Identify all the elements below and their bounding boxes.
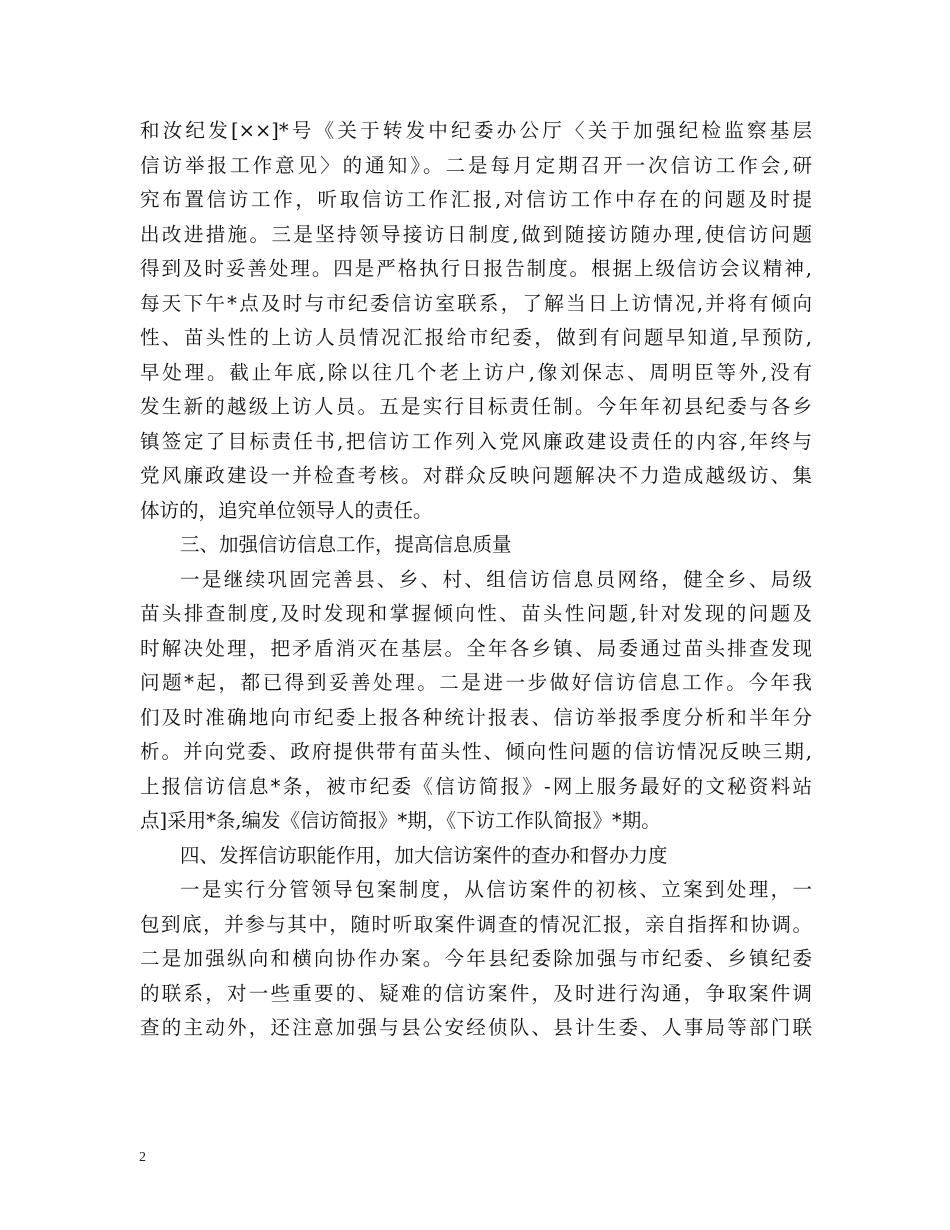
text-line: 究布置信访工作，听取信访工作汇报,对信访工作中存在的问题及时提 <box>140 188 812 211</box>
text-line: 们及时准确地向市纪委上报各种统计报表、信访举报季度分析和半年分 <box>140 705 812 729</box>
text-line: 党风廉政建设一并检查考核。对群众反映问题解决不力造成越级访、集 <box>140 464 812 487</box>
text-line: 的联系，对一些重要的、疑难的信访案件，及时进行沟通，争取案件调 <box>140 981 812 1005</box>
text-line: 时解决处理，把矛盾消灭在基层。全年各乡镇、局委通过苗头排查发现 <box>140 636 812 660</box>
paragraph-first-line: 一是继续巩固完善县、乡、村、组信访信息员网络，健全乡、局级 <box>180 567 812 591</box>
page-number: 2 <box>139 1150 146 1165</box>
section-heading: 四、发挥信访职能作用，加大信访案件的查办和督办力度 <box>180 843 668 867</box>
text-line: 析。并向党委、政府提供带有苗头性、倾向性问题的信访情况反映三期, <box>140 740 812 763</box>
section-heading: 三、加强信访信息工作，提高信息质量 <box>180 533 512 556</box>
text-line: 出改进措施。三是坚持领导接访日制度,做到随接访随办理,使信访问题 <box>140 222 812 246</box>
text-line: 性、苗头性的上访人员情况汇报给市纪委，做到有问题早知道,早预防, <box>140 326 812 349</box>
text-line: 二是加强纵向和横向协作办案。今年县纪委除加强与市纪委、乡镇纪委 <box>140 947 812 970</box>
text-line: 信访举报工作意见〉的通知》。二是每月定期召开一次信访工作会,研 <box>140 153 812 177</box>
text-line: 苗头排查制度,及时发现和掌握倾向性、苗头性问题,针对发现的问题及 <box>140 602 812 625</box>
text-line: 和汝纪发[××]*号《关于转发中纪委办公厅〈关于加强纪检监察基层 <box>140 119 812 142</box>
text-line: 问题*起，都已得到妥善处理。二是进一步做好信访信息工作。今年我 <box>140 671 812 694</box>
paragraph-end-line: 体访的，追究单位领导人的责任。 <box>140 498 433 522</box>
text-line: 查的主动外，还注意加强与县公安经侦队、县计生委、人事局等部门联 <box>140 1016 812 1039</box>
document-body <box>140 114 812 1046</box>
paragraph-end-line: 点]采用*条,编发《信访简报》*期，《下访工作队简报》*期。 <box>140 809 661 832</box>
text-line: 上报信访信息*条，被市纪委《信访简报》-网上服务最好的文秘资料站 <box>140 774 812 798</box>
text-line: 发生新的越级上访人员。五是实行目标责任制。今年年初县纪委与各乡 <box>140 395 812 418</box>
text-line: 早处理。截止年底,除以往几个老上访户,像刘保志、周明臣等外,没有 <box>140 360 812 384</box>
text-line: 包到底，并参与其中，随时听取案件调查的情况汇报，亲自指挥和协调。 <box>140 912 812 936</box>
text-line: 镇签定了目标责任书,把信访工作列入党风廉政建设责任的内容,年终与 <box>140 429 812 453</box>
text-line: 得到及时妥善处理。四是严格执行日报告制度。根据上级信访会议精神, <box>140 257 812 280</box>
paragraph-first-line: 一是实行分管领导包案制度，从信访案件的初核、立案到处理，一 <box>180 878 812 901</box>
text-line: 每天下午*点及时与市纪委信访室联系，了解当日上访情况,并将有倾向 <box>140 291 812 315</box>
